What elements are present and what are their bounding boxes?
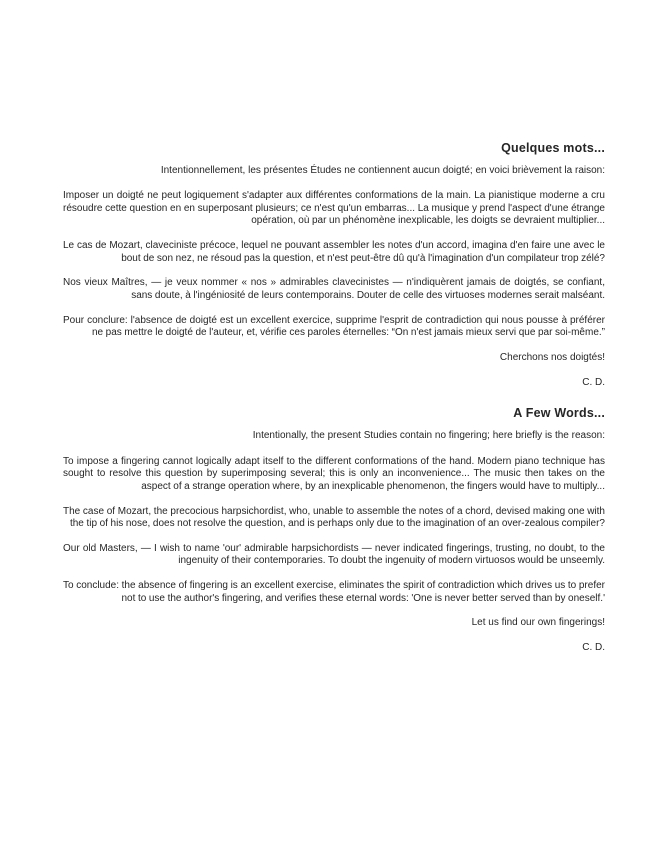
french-paragraph-2: Le cas de Mozart, claveciniste précoce, lequel ne pouvant assembler les notes d'un accord, imagina d'en faire une avec le bout de son nez, ne résoud pas la question, et n'est peut-être dû qu'à l'imagination d'un compilateur trop zélé? xyxy=(63,240,605,264)
section-heading-english: A Few Words... xyxy=(513,406,605,421)
english-closing-line: Let us find our own fingerings! xyxy=(471,617,605,629)
french-paragraph-1: Imposer un doigté ne peut logiquement s'adapter aux différentes conformations de la main. La pianistique moderne a cru résoudre cette question en en superposant plusieurs; ce n'est qu'un embarras... La musique y prend l'aspect d'une étrange opération, où par un phénomène inexplicable, les doigts se devraient multiplier... xyxy=(63,190,605,227)
english-intro-line: Intentionally, the present Studies contain no fingering; here briefly is the reason: xyxy=(252,430,605,442)
french-paragraph-4: Pour conclure: l'absence de doigté est un excellent exercice, supprime l'esprit de contradiction qui nous pousse à préférer ne pas mettre le doigté de l'auteur, et, vérifie ces paroles éternelles: “On n'est jamais mieux servi que par soi-même.” xyxy=(63,314,605,339)
english-paragraph-4: To conclude: the absence of fingering is an excellent exercise, eliminates the spirit of contradiction which drives us to prefer not to use the author's fingering, and verifies these eternal words: 'One is never better served than by oneself.' xyxy=(63,580,605,604)
french-section xyxy=(63,141,605,389)
french-closing-line: Cherchons nos doigtés! xyxy=(499,352,605,364)
english-paragraph-1: To impose a fingering cannot logically adapt itself to the different conformations of the hand. Modern piano technique has sought to resolve this question by superimposing several; this is only an inconvenience... The music then takes on the aspect of a strange operation where, by an inexplicable phenomenon, the fingers would have to multiply... xyxy=(63,455,605,492)
english-section xyxy=(63,406,605,654)
french-paragraph-3: Nos vieux Maîtres, — je veux nommer « nos » admirables clavecinistes — n'indiquèrent jamais de doigtés, se confiant, sans doute, à l'ingéniosité de leurs contemporains. Douter de celle des virtuoses modernes serait malséant. xyxy=(63,277,605,301)
section-heading-french: Quelques mots... xyxy=(501,141,605,155)
english-paragraph-3: Our old Masters, — I wish to name 'our' admirable harpsichordists — never indicated fingerings, trusting, no doubt, to the ingenuity of their contemporaries. To doubt the ingenuity of modern virtuosos would be unseemly. xyxy=(63,542,605,567)
english-paragraph-2: The case of Mozart, the precocious harpsichordist, who, unable to assemble the notes of a chord, devised making one with the tip of his nose, does not resolve the question, and is perhaps only due to the imagination of an over-zealous compiler? xyxy=(63,505,605,529)
french-signature: C. D. xyxy=(582,376,605,388)
french-intro-line: Intentionnellement, les présentes Études ne contiennent aucun doigté; en voici brièvement la raison: xyxy=(160,165,605,176)
english-signature: C. D. xyxy=(582,642,605,654)
